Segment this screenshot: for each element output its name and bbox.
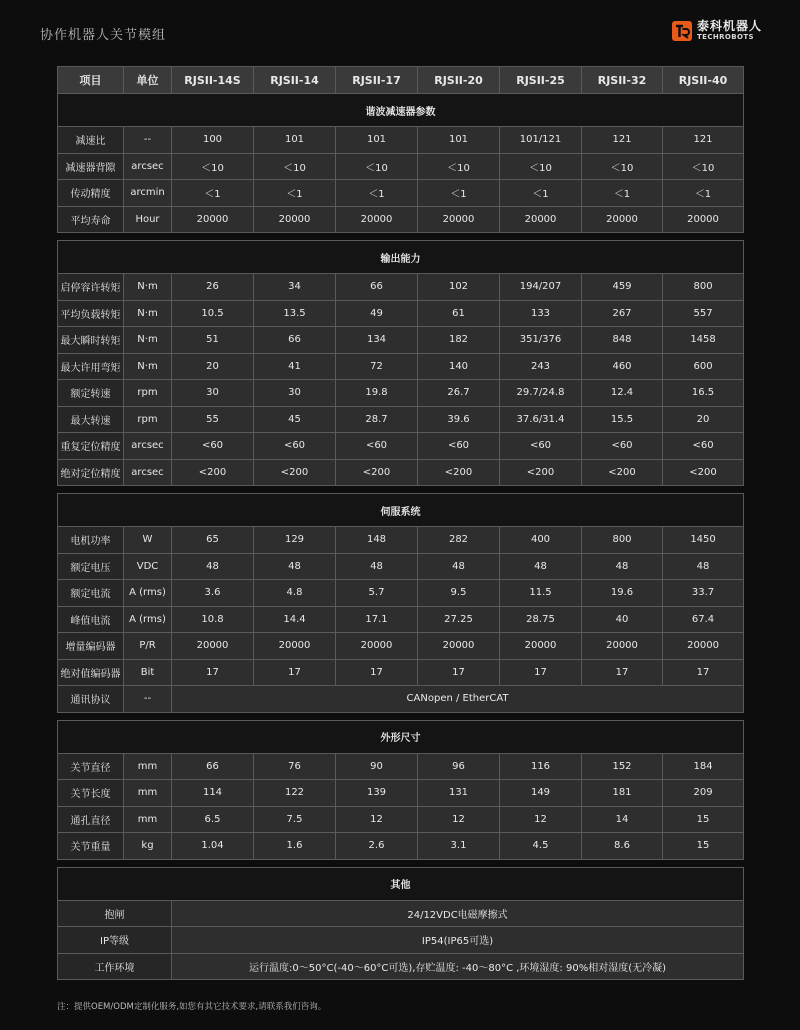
- row-label: 增量编码器: [58, 633, 124, 660]
- table-cell: 20000: [336, 206, 418, 233]
- row-label: 减速比: [58, 127, 124, 154]
- row-value-span: 24/12VDC电磁摩擦式: [172, 900, 744, 927]
- table-cell: 17.1: [336, 606, 418, 633]
- table-cell: 243: [500, 353, 582, 380]
- row-unit: --: [124, 686, 172, 713]
- table-cell: ＜1: [582, 180, 663, 207]
- row-label: 最大瞬时转矩: [58, 327, 124, 354]
- table-row: [58, 406, 744, 433]
- table-row: [58, 274, 744, 301]
- row-label: 通孔直径: [58, 806, 124, 833]
- table-cell: 45: [254, 406, 336, 433]
- table-cell: 17: [663, 659, 744, 686]
- table-cell: 17: [172, 659, 254, 686]
- table-cell: 48: [500, 553, 582, 580]
- table-cell: 30: [172, 380, 254, 407]
- table-cell: 209: [663, 780, 744, 807]
- table-row: [58, 686, 744, 713]
- table-cell: 34: [254, 274, 336, 301]
- spec-section-2: [57, 493, 744, 713]
- table-cell: 133: [500, 300, 582, 327]
- table-cell: 152: [582, 753, 663, 780]
- table-cell: 13.5: [254, 300, 336, 327]
- section-header-row: [58, 720, 744, 753]
- table-cell: 116: [500, 753, 582, 780]
- table-row: [58, 833, 744, 860]
- table-cell: 17: [418, 659, 500, 686]
- column-header: RJSII-32: [582, 67, 663, 94]
- spec-section-3: [57, 720, 744, 860]
- table-cell: 2.6: [336, 833, 418, 860]
- table-cell: 96: [418, 753, 500, 780]
- row-label: 减速器背隙: [58, 153, 124, 180]
- table-cell: 20000: [663, 633, 744, 660]
- row-unit: P/R: [124, 633, 172, 660]
- table-cell: 3.6: [172, 580, 254, 607]
- table-cell: 33.7: [663, 580, 744, 607]
- table-cell: 90: [336, 753, 418, 780]
- table-cell: ＜1: [663, 180, 744, 207]
- table-cell: 65: [172, 527, 254, 554]
- table-cell: 30: [254, 380, 336, 407]
- table-cell: 267: [582, 300, 663, 327]
- table-cell: 66: [336, 274, 418, 301]
- table-cell: 122: [254, 780, 336, 807]
- table-row: [58, 900, 744, 927]
- table-cell: 20000: [172, 633, 254, 660]
- row-unit: mm: [124, 753, 172, 780]
- row-label: 峰值电流: [58, 606, 124, 633]
- table-cell: 72: [336, 353, 418, 380]
- table-cell: 557: [663, 300, 744, 327]
- table-cell: 194/207: [500, 274, 582, 301]
- table-cell: 15.5: [582, 406, 663, 433]
- row-label: 抱闸: [58, 900, 172, 927]
- table-cell: 101: [336, 127, 418, 154]
- row-label: 绝对值编码器: [58, 659, 124, 686]
- table-row: [58, 953, 744, 980]
- table-cell: 114: [172, 780, 254, 807]
- row-label: 额定转速: [58, 380, 124, 407]
- table-cell: ＜1: [418, 180, 500, 207]
- row-unit: N·m: [124, 327, 172, 354]
- table-cell: 76: [254, 753, 336, 780]
- logo-icon: [672, 21, 692, 41]
- table-cell: ＜1: [500, 180, 582, 207]
- table-row: [58, 327, 744, 354]
- table-row: [58, 806, 744, 833]
- column-header: RJSII-14S: [172, 67, 254, 94]
- brand-logo: [672, 20, 762, 41]
- table-cell: 101/121: [500, 127, 582, 154]
- table-row: [58, 580, 744, 607]
- table-cell: 1.04: [172, 833, 254, 860]
- table-cell: 27.25: [418, 606, 500, 633]
- row-unit: W: [124, 527, 172, 554]
- table-cell: 20000: [254, 206, 336, 233]
- table-cell: ＜1: [172, 180, 254, 207]
- table-cell: 17: [582, 659, 663, 686]
- table-cell: 4.8: [254, 580, 336, 607]
- row-unit: arcmin: [124, 180, 172, 207]
- table-cell: 15: [663, 833, 744, 860]
- column-header: 单位: [124, 67, 172, 94]
- table-row: [58, 527, 744, 554]
- table-cell: 101: [418, 127, 500, 154]
- section-header-row: [58, 94, 744, 127]
- table-cell: ＜10: [336, 153, 418, 180]
- table-cell: 40: [582, 606, 663, 633]
- row-unit: kg: [124, 833, 172, 860]
- table-cell: 129: [254, 527, 336, 554]
- table-cell: 351/376: [500, 327, 582, 354]
- row-label: 重复定位精度: [58, 433, 124, 460]
- table-row: [58, 206, 744, 233]
- table-cell: 131: [418, 780, 500, 807]
- table-row: [58, 127, 744, 154]
- table-cell: 48: [663, 553, 744, 580]
- spec-table-container: [57, 66, 743, 980]
- table-cell: 282: [418, 527, 500, 554]
- row-unit: A (rms): [124, 580, 172, 607]
- table-cell: 17: [254, 659, 336, 686]
- table-cell: 66: [172, 753, 254, 780]
- table-cell: 139: [336, 780, 418, 807]
- table-cell: 48: [418, 553, 500, 580]
- table-cell: 9.5: [418, 580, 500, 607]
- table-cell: 102: [418, 274, 500, 301]
- section-title: 谐波减速器参数: [58, 94, 744, 127]
- table-cell: 48: [336, 553, 418, 580]
- column-header: 项目: [58, 67, 124, 94]
- table-row: [58, 659, 744, 686]
- row-label: 额定电压: [58, 553, 124, 580]
- table-cell: <60: [582, 433, 663, 460]
- column-header: RJSII-25: [500, 67, 582, 94]
- row-unit: N·m: [124, 353, 172, 380]
- row-label: 传动精度: [58, 180, 124, 207]
- table-cell: 14: [582, 806, 663, 833]
- table-cell: 20000: [336, 633, 418, 660]
- table-cell: 182: [418, 327, 500, 354]
- table-cell: 12: [500, 806, 582, 833]
- row-unit: Hour: [124, 206, 172, 233]
- row-label: 关节重量: [58, 833, 124, 860]
- table-cell: ＜10: [582, 153, 663, 180]
- table-cell: 181: [582, 780, 663, 807]
- table-cell: 55: [172, 406, 254, 433]
- table-cell: 48: [582, 553, 663, 580]
- table-cell: 11.5: [500, 580, 582, 607]
- logo-name-cn: 泰科机器人: [696, 19, 762, 33]
- table-cell: 8.6: [582, 833, 663, 860]
- table-cell: 20: [663, 406, 744, 433]
- table-row: [58, 459, 744, 486]
- table-cell: 37.6/31.4: [500, 406, 582, 433]
- table-cell: 101: [254, 127, 336, 154]
- table-cell: 66: [254, 327, 336, 354]
- table-cell: 28.75: [500, 606, 582, 633]
- row-unit: arcsec: [124, 459, 172, 486]
- table-cell: 4.5: [500, 833, 582, 860]
- table-cell: 26: [172, 274, 254, 301]
- table-cell: 459: [582, 274, 663, 301]
- footnote: 注：提供OEM/ODM定制化服务,如您有其它技术要求,请联系我们咨询。: [57, 1002, 327, 1012]
- table-cell: 20000: [663, 206, 744, 233]
- table-cell: 17: [336, 659, 418, 686]
- table-cell: 26.7: [418, 380, 500, 407]
- table-cell: ＜10: [500, 153, 582, 180]
- table-cell: 800: [663, 274, 744, 301]
- row-unit: mm: [124, 806, 172, 833]
- row-value-span: CANopen / EtherCAT: [172, 686, 744, 713]
- table-cell: 20000: [254, 633, 336, 660]
- table-row: [58, 300, 744, 327]
- row-unit: mm: [124, 780, 172, 807]
- table-cell: 51: [172, 327, 254, 354]
- table-cell: 48: [172, 553, 254, 580]
- row-label: 绝对定位精度: [58, 459, 124, 486]
- table-cell: ＜1: [336, 180, 418, 207]
- table-row: [58, 606, 744, 633]
- table-cell: 14.4: [254, 606, 336, 633]
- row-unit: --: [124, 127, 172, 154]
- table-cell: <60: [663, 433, 744, 460]
- row-label: 额定电流: [58, 580, 124, 607]
- table-cell: 6.5: [172, 806, 254, 833]
- table-cell: 41: [254, 353, 336, 380]
- table-cell: 20000: [500, 633, 582, 660]
- table-cell: 49: [336, 300, 418, 327]
- table-cell: 1.6: [254, 833, 336, 860]
- row-unit: A (rms): [124, 606, 172, 633]
- table-row: [58, 180, 744, 207]
- table-cell: 19.6: [582, 580, 663, 607]
- row-value-span: 运行温度:0～50°C(-40～60°C可选),存贮温度: -40～80°C ,环境湿度: 90%相对湿度(无冷凝): [172, 953, 744, 980]
- table-cell: <60: [500, 433, 582, 460]
- section-header-row: [58, 494, 744, 527]
- table-cell: 148: [336, 527, 418, 554]
- logo-name-en: TECHROBOTS: [696, 33, 754, 41]
- table-cell: <60: [418, 433, 500, 460]
- table-cell: 12: [336, 806, 418, 833]
- table-cell: 61: [418, 300, 500, 327]
- row-label: 平均负载转矩: [58, 300, 124, 327]
- section-title: 外形尺寸: [58, 720, 744, 753]
- spec-section-4: [57, 867, 744, 981]
- spec-section-0: [57, 66, 744, 233]
- row-unit: N·m: [124, 274, 172, 301]
- table-row: [58, 633, 744, 660]
- table-cell: 17: [500, 659, 582, 686]
- table-cell: <200: [336, 459, 418, 486]
- table-row: [58, 553, 744, 580]
- table-cell: ＜10: [418, 153, 500, 180]
- table-cell: <200: [418, 459, 500, 486]
- table-row: [58, 153, 744, 180]
- table-cell: ＜10: [172, 153, 254, 180]
- row-unit: rpm: [124, 380, 172, 407]
- table-cell: 28.7: [336, 406, 418, 433]
- row-value-span: IP54(IP65可选): [172, 927, 744, 954]
- table-cell: 20000: [172, 206, 254, 233]
- table-cell: 7.5: [254, 806, 336, 833]
- table-cell: 1458: [663, 327, 744, 354]
- row-label: IP等级: [58, 927, 172, 954]
- table-cell: <200: [582, 459, 663, 486]
- table-cell: 29.7/24.8: [500, 380, 582, 407]
- row-label: 关节直径: [58, 753, 124, 780]
- row-unit: arcsec: [124, 153, 172, 180]
- row-unit: N·m: [124, 300, 172, 327]
- table-row: [58, 433, 744, 460]
- table-row: [58, 780, 744, 807]
- table-cell: 20000: [500, 206, 582, 233]
- table-row: [58, 753, 744, 780]
- table-cell: 140: [418, 353, 500, 380]
- column-header: RJSII-17: [336, 67, 418, 94]
- table-cell: <200: [663, 459, 744, 486]
- row-label: 电机功率: [58, 527, 124, 554]
- table-cell: <200: [254, 459, 336, 486]
- table-cell: 3.1: [418, 833, 500, 860]
- table-cell: 184: [663, 753, 744, 780]
- table-cell: 400: [500, 527, 582, 554]
- row-unit: VDC: [124, 553, 172, 580]
- table-cell: 20000: [582, 633, 663, 660]
- table-row: [58, 927, 744, 954]
- table-cell: 15: [663, 806, 744, 833]
- table-cell: 460: [582, 353, 663, 380]
- table-row: [58, 380, 744, 407]
- table-cell: 121: [582, 127, 663, 154]
- row-label: 平均寿命: [58, 206, 124, 233]
- row-label: 最大转速: [58, 406, 124, 433]
- table-cell: 20000: [418, 206, 500, 233]
- column-header: RJSII-20: [418, 67, 500, 94]
- table-cell: 20: [172, 353, 254, 380]
- column-header: RJSII-14: [254, 67, 336, 94]
- table-cell: 20000: [582, 206, 663, 233]
- table-cell: <200: [500, 459, 582, 486]
- column-header: RJSII-40: [663, 67, 744, 94]
- section-header-row: [58, 241, 744, 274]
- row-label: 通讯协议: [58, 686, 124, 713]
- table-cell: 848: [582, 327, 663, 354]
- page-title: 协作机器人关节模组: [40, 28, 167, 43]
- table-cell: ＜1: [254, 180, 336, 207]
- table-cell: 20000: [418, 633, 500, 660]
- row-label: 关节长度: [58, 780, 124, 807]
- row-unit: Bit: [124, 659, 172, 686]
- row-label: 启停容许转矩: [58, 274, 124, 301]
- table-cell: 39.6: [418, 406, 500, 433]
- section-header-row: [58, 867, 744, 900]
- row-label: 工作环境: [58, 953, 172, 980]
- table-cell: <200: [172, 459, 254, 486]
- row-label: 最大许用弯矩: [58, 353, 124, 380]
- table-cell: 5.7: [336, 580, 418, 607]
- table-cell: 800: [582, 527, 663, 554]
- table-cell: <60: [254, 433, 336, 460]
- table-cell: 149: [500, 780, 582, 807]
- table-cell: 121: [663, 127, 744, 154]
- table-cell: 67.4: [663, 606, 744, 633]
- table-cell: 100: [172, 127, 254, 154]
- table-cell: ＜10: [254, 153, 336, 180]
- table-cell: 10.8: [172, 606, 254, 633]
- table-cell: 134: [336, 327, 418, 354]
- top-bar: [0, 0, 800, 46]
- spec-section-1: [57, 240, 744, 486]
- section-title: 伺服系统: [58, 494, 744, 527]
- table-cell: <60: [172, 433, 254, 460]
- table-cell: 10.5: [172, 300, 254, 327]
- table-cell: 12: [418, 806, 500, 833]
- row-unit: arcsec: [124, 433, 172, 460]
- table-cell: 16.5: [663, 380, 744, 407]
- table-cell: 12.4: [582, 380, 663, 407]
- table-cell: <60: [336, 433, 418, 460]
- table-cell: 600: [663, 353, 744, 380]
- column-header-row: [58, 67, 744, 94]
- table-cell: 19.8: [336, 380, 418, 407]
- table-row: [58, 353, 744, 380]
- table-cell: 1450: [663, 527, 744, 554]
- table-cell: 48: [254, 553, 336, 580]
- table-cell: ＜10: [663, 153, 744, 180]
- row-unit: rpm: [124, 406, 172, 433]
- section-title: 其他: [58, 867, 744, 900]
- section-title: 输出能力: [58, 241, 744, 274]
